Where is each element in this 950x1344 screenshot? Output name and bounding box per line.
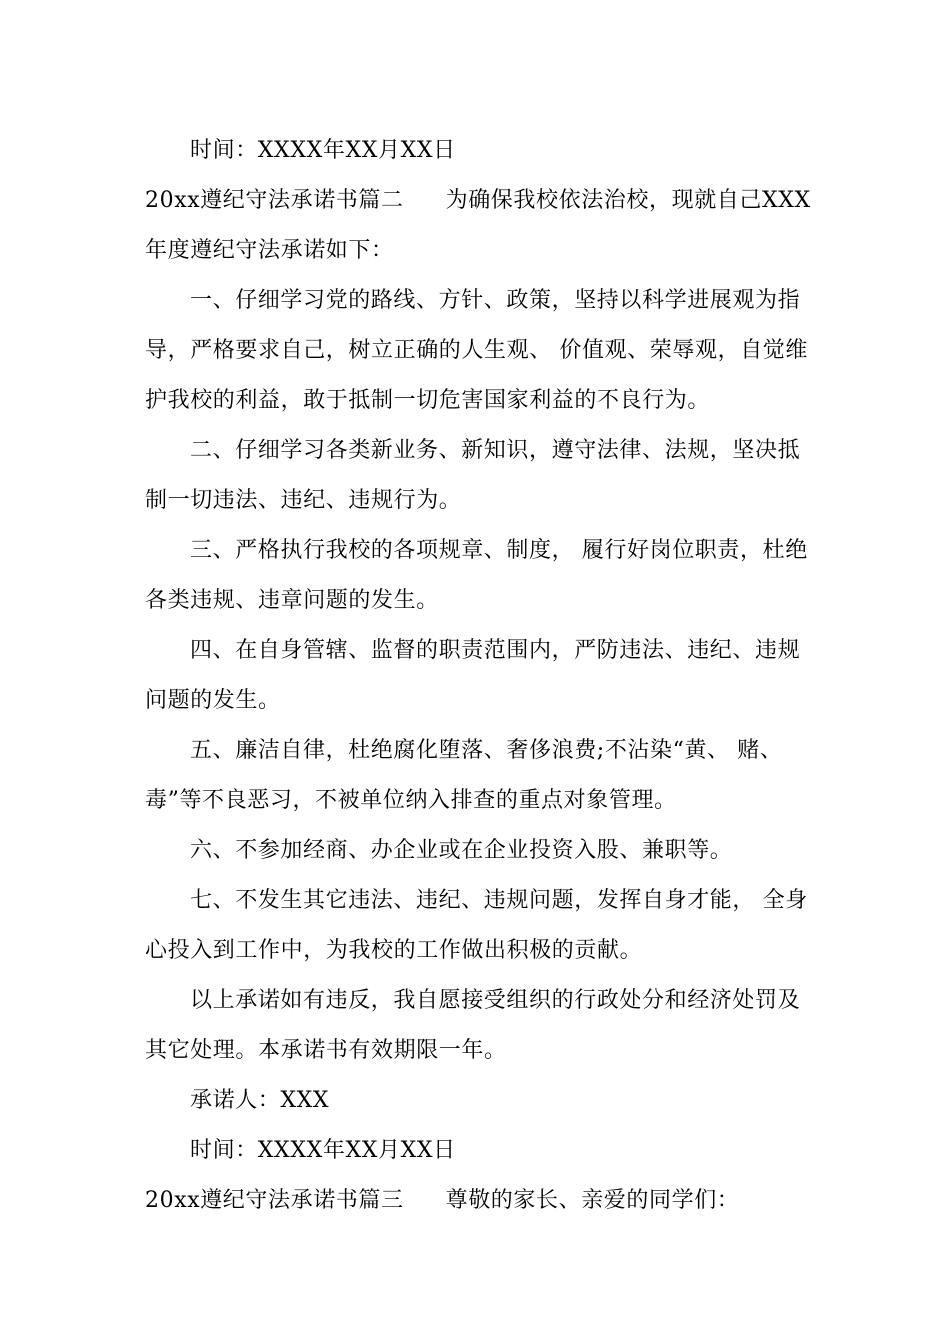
section-2-intro: 为确保我校依法治校，现就自己XXX [445,188,811,213]
section-3-salutation: 尊敬的家长、亲爱的同学们： [445,1188,740,1213]
item-1-line-1: 一、仔细学习党的路线、方针、政策，坚持以科学进展观为指 [190,288,801,313]
item-2-line-2: 制一切违法、违纪、违规行为。 [145,488,462,513]
section-2-heading-line [145,186,825,216]
section-2-intro-cont: 年度遵纪守法承诺如下： [145,238,394,263]
section-3-title: 20xx遵纪守法承诺书篇三 [145,1188,404,1213]
signer-line: 承诺人：XXX [190,1088,330,1113]
item-4-line-1: 四、在自身管辖、监督的职责范围内，严防违法、违纪、违规 [190,638,801,663]
section-3-heading-line [145,1186,825,1216]
item-7-line-2: 心投入到工作中，为我校的工作做出积极的贡献。 [145,938,643,963]
item-3-line-1: 三、严格执行我校的各项规章、制度， 履行好岗位职责，杜绝 [190,538,808,563]
item-1-line-3: 护我校的利益，敢于抵制一切危害国家利益的不良行为。 [145,388,711,413]
item-5-line-1: 五、廉洁自律，杜绝腐化堕落、奢侈浪费;不沾染“黄、 赌、 [190,738,783,763]
item-4-line-2: 问题的发生。 [145,688,281,713]
item-6: 六、不参加经商、办企业或在企业投资入股、兼职等。 [190,838,733,863]
closing-line-2: 其它处理。本承诺书有效期限一年。 [145,1038,507,1063]
item-2-line-1: 二、仔细学习各类新业务、新知识，遵守法律、法规，坚决抵 [190,438,801,463]
closing-line-1: 以上承诺如有违反，我自愿接受组织的行政处分和经济处罚及 [190,988,801,1013]
date-line-2: 时间：XXXX年XX月XX日 [190,1138,456,1163]
item-3-line-2: 各类违规、违章问题的发生。 [145,588,439,613]
section-2-title: 20xx遵纪守法承诺书篇二 [145,188,404,213]
item-7-line-1: 七、不发生其它违法、违纪、违规问题，发挥自身才能， 全身 [190,888,808,913]
date-line: 时间：XXXX年XX月XX日 [190,138,456,163]
item-1-line-2: 导，严格要求自己，树立正确的人生观、 价值观、荣辱观，自觉维 [145,338,808,363]
item-5-line-2: 毒”等不良恶习，不被单位纳入排查的重点对象管理。 [145,788,677,813]
